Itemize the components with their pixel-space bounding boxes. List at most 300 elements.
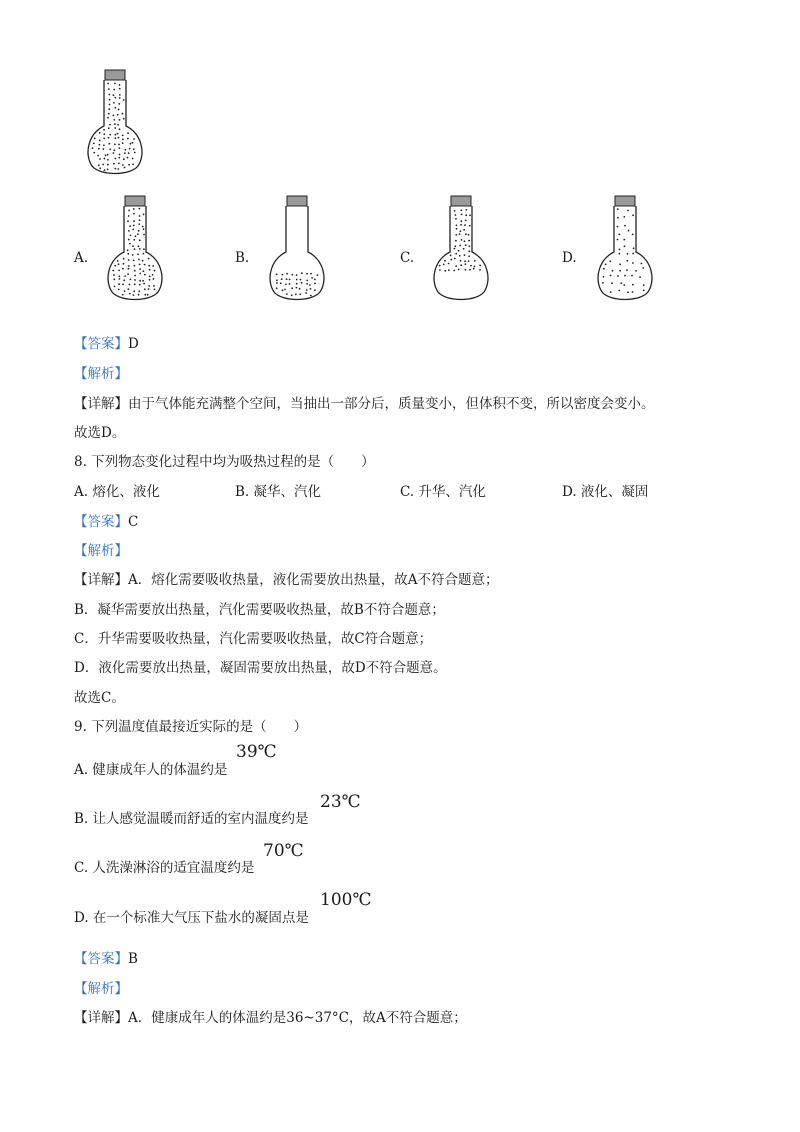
gas-particle-dot [143,214,145,216]
gas-particle-dot [93,152,95,154]
q8-detail-line-2: B．凝华需要放出热量，汽化需要吸收热量，故B不符合题意； [74,602,445,618]
gas-particle-dot [122,142,124,144]
gas-particle-dot [454,210,456,212]
gas-particle-dot [623,239,625,241]
gas-particle-dot [148,285,150,287]
gas-particle-dot [134,248,136,250]
gas-particle-dot [306,273,308,275]
q8-option-c: C. 升华、汽化 [400,484,486,500]
gas-particle-dot [118,275,120,277]
gas-particle-dot [296,287,298,289]
gas-particle-dot [448,269,450,271]
gas-particle-dot [133,148,135,150]
bracket-right: 】 [114,543,128,559]
gas-particle-dot [611,282,613,284]
gas-particle-dot [109,99,111,101]
option-text: A. 健康成年人的体温约是 [74,762,228,778]
gas-particle-dot [113,274,115,276]
gas-particle-dot [109,134,111,136]
gas-particle-dot [134,152,136,154]
gas-particle-dot [139,264,141,266]
gas-particle-dot [469,269,471,271]
gas-particle-dot [635,270,637,272]
q9-detail-line [74,1006,467,1026]
bracket-left: 【 [74,951,88,967]
gas-particle-dot [119,97,121,99]
detail-tag: 详解 [87,572,115,588]
gas-particle-dot [127,132,129,134]
gas-particle-dot [154,270,156,272]
gas-particle-dot [123,99,125,101]
gas-particle-dot [123,258,125,260]
gas-particle-dot [642,267,644,269]
gas-particle-dot [468,245,470,247]
gas-particle-dot [132,158,134,160]
gas-particle-dot [119,278,121,280]
gas-particle-dot [119,84,121,86]
gas-particle-dot [132,142,134,144]
gas-particle-dot [109,124,111,126]
gas-particle-dot [286,293,288,295]
q9-answer-line [74,947,138,967]
gas-particle-dot [128,259,130,261]
q8-answer-line [74,510,138,530]
gas-particle-dot [306,283,308,285]
gas-particle-dot [314,289,316,291]
bracket-left: 【 [74,514,88,530]
gas-particle-dot [469,225,471,227]
gas-particle-dot [280,282,282,284]
gas-particle-dot [306,289,308,291]
q7-detail-line [74,392,655,412]
gas-particle-dot [139,208,141,210]
gas-particle-dot [465,233,467,235]
gas-particle-dot [632,214,634,216]
gas-particle-dot [138,223,140,225]
gas-particle-dot [144,264,146,266]
gas-particle-dot [296,279,298,281]
gas-particle-dot [133,220,135,222]
gas-particle-dot [465,269,467,271]
gas-particle-dot [117,124,119,126]
option-d-flask-figure [590,192,662,304]
gas-particle-dot [109,148,111,150]
gas-particle-dot [123,263,125,265]
gas-particle-dot [142,280,144,282]
gas-particle-dot [612,270,614,272]
gas-particle-dot [108,137,110,139]
option-a-label: A. [74,250,89,266]
gas-particle-dot [458,250,460,252]
gas-particle-dot [133,225,135,227]
gas-particle-dot [103,133,105,135]
gas-particle-dot [139,273,141,275]
gas-particle-dot [641,263,643,265]
gas-particle-dot [314,279,316,281]
gas-particle-dot [292,274,294,276]
gas-particle-dot [148,288,150,290]
gas-particle-dot [138,290,140,292]
gas-particle-dot [631,275,633,277]
gas-particle-dot [453,270,455,272]
gas-particle-dot [113,115,115,117]
gas-particle-dot [454,245,456,247]
gas-particle-dot [291,287,293,289]
gas-particle-dot [108,127,110,129]
gas-particle-dot [626,269,628,271]
q9-stem: 9. 下列温度值最接近实际的是（ ） [74,719,308,735]
gas-particle-dot [639,276,641,278]
gas-particle-dot [147,294,149,296]
gas-particle-dot [99,167,101,169]
gas-particle-dot [285,284,287,286]
gas-particle-dot [129,243,131,245]
gas-particle-dot [114,83,116,85]
gas-particle-dot [113,94,115,96]
gas-particle-dot [102,164,104,166]
gas-particle-dot [643,290,645,292]
gas-particle-dot [460,264,462,266]
q8-option-d: D. 液化、凝固 [562,484,649,500]
gas-particle-dot [127,273,129,275]
gas-particle-dot [300,279,302,281]
gas-particle-dot [628,230,630,232]
gas-particle-dot [117,260,119,262]
gas-particle-dot [114,286,116,288]
answer-tag: 答案 [87,336,115,352]
gas-particle-dot [128,239,130,241]
option-d-label: D. [562,250,577,266]
q9-option-b-value: 23℃ [320,792,361,812]
gas-particle-dot [113,89,115,91]
gas-particle-dot [123,158,125,160]
gas-particle-dot [122,135,124,137]
gas-particle-dot [282,274,284,276]
gas-particle-dot [311,277,313,279]
bracket-left: 【 [74,572,88,588]
gas-particle-dot [122,283,124,285]
analysis-tag: 解析 [87,543,115,559]
bracket-left: 【 [74,366,88,382]
bracket-right: 】 [114,366,128,382]
gas-particle-dot [468,234,470,236]
gas-particle-dot [128,268,130,270]
bracket-right: 】 [114,981,128,997]
gas-particle-dot [113,149,115,151]
gas-particle-dot [448,263,450,265]
gas-particle-dot [138,259,140,261]
gas-particle-dot [439,269,441,271]
gas-particle-dot [144,274,146,276]
gas-particle-dot [460,224,462,226]
gas-particle-dot [122,164,124,166]
gas-particle-dot [127,249,129,251]
option-b-flask-figure [262,192,334,304]
gas-particle-dot [617,208,619,210]
gas-particle-dot [133,260,135,262]
detail-tag: 详解 [87,396,115,412]
gas-particle-dot [454,258,456,260]
gas-particle-dot [617,217,619,219]
gas-particle-dot [276,287,278,289]
gas-particle-dot [289,279,291,281]
gas-particle-dot [470,265,472,267]
gas-particle-dot [149,276,151,278]
gas-particle-dot [117,133,119,135]
gas-particle-dot [108,108,110,110]
q9-option-a-value: 39℃ [236,742,277,762]
gas-particle-dot [133,294,135,296]
gas-particle-dot [114,265,116,267]
gas-particle-dot [305,292,307,294]
gas-particle-dot [632,284,634,286]
q9-option-d [74,906,309,926]
gas-particle-dot [114,168,116,170]
q9-option-b [74,807,309,827]
gas-particle-dot [132,245,134,247]
gas-particle-dot [138,230,140,232]
gas-particle-dot [609,260,611,262]
gas-particle-dot [617,239,619,241]
gas-particle-dot [459,245,461,247]
gas-particle-dot [468,255,470,257]
gas-particle-dot [107,159,109,161]
q8-option-a: A. 熔化、液化 [74,484,160,500]
gas-particle-dot [134,275,136,277]
gas-particle-dot [129,293,131,295]
gas-particle-dot [455,253,457,255]
gas-particle-dot [122,294,124,296]
gas-particle-dot [114,97,116,99]
gas-particle-dot [128,265,130,267]
q9-option-a [74,758,227,778]
option-text: D. 在一个标准大气压下盐水的凝固点是 [74,910,309,926]
gas-particle-dot [142,260,144,262]
bracket-right: 】 [114,514,128,530]
gas-particle-dot [139,239,141,241]
gas-particle-dot [133,213,135,215]
gas-particle-dot [132,163,134,165]
gas-particle-dot [455,240,457,242]
gas-particle-dot [109,104,111,106]
q9-option-c-value: 70℃ [263,841,304,861]
gas-particle-dot [118,283,120,285]
gas-particle-dot [619,253,621,255]
gas-particle-dot [455,218,457,220]
q8-detail-line-3: C．升华需要吸收热量，汽化需要吸收热量，故C符合题意； [74,631,433,647]
gas-particle-dot [103,129,105,131]
q8-analysis-line [74,539,128,559]
gas-particle-dot [128,152,130,154]
gas-particle-dot [99,158,101,160]
gas-particle-dot [633,247,635,249]
gas-particle-dot [632,253,634,255]
gas-particle-dot [99,144,101,146]
gas-particle-dot [143,253,145,255]
detail-text: A．熔化需要吸收热量，液化需要放出热量，故A不符合题意； [128,572,499,588]
gas-particle-dot [114,144,116,146]
gas-particle-dot [479,265,481,267]
answer-value: C [128,514,139,530]
q7-analysis-line [74,362,128,382]
gas-particle-dot [610,291,612,293]
gas-particle-dot [444,270,446,272]
gas-particle-dot [129,284,131,286]
gas-particle-dot [464,260,466,262]
gas-particle-dot [133,239,135,241]
gas-particle-dot [98,164,100,166]
gas-particle-dot [129,148,131,150]
analysis-tag: 解析 [87,981,115,997]
gas-particle-dot [118,289,120,291]
gas-particle-dot [113,119,115,121]
gas-particle-dot [474,266,476,268]
gas-particle-dot [310,295,312,297]
gas-particle-dot [112,270,114,272]
gas-particle-dot [94,138,96,140]
gas-particle-dot [306,280,308,282]
gas-particle-dot [286,278,288,280]
gas-particle-dot [148,265,150,267]
option-text: B. 让人感觉温暖而舒适的室内温度约是 [74,811,309,827]
gas-particle-dot [103,144,105,146]
gas-particle-dot [299,288,301,290]
gas-particle-dot [127,157,129,159]
answer-tag: 答案 [87,514,115,530]
gas-particle-dot [125,149,127,151]
answer-value: B [128,951,138,967]
gas-particle-dot [454,248,456,250]
gas-particle-dot [617,226,619,228]
gas-particle-dot [127,138,129,140]
gas-particle-dot [109,143,111,145]
gas-particle-dot [127,288,129,290]
gas-particle-dot [624,275,626,277]
gas-particle-dot [149,279,151,281]
bracket-right: 】 [114,396,128,412]
gas-particle-dot [479,269,481,271]
gas-particle-dot [460,210,462,212]
gas-particle-dot [153,278,155,280]
gas-particle-dot [119,88,121,90]
gas-particle-dot [632,234,634,236]
option-c-flask-figure [426,192,498,304]
gas-particle-dot [108,94,110,96]
gas-particle-dot [107,83,109,85]
q9-option-d-value: 100℃ [320,890,372,910]
gas-particle-dot [138,245,140,247]
gas-particle-dot [643,284,645,286]
gas-particle-dot [439,265,441,267]
gas-particle-dot [102,148,104,150]
gas-particle-dot [464,240,466,242]
q9-option-c [74,856,254,876]
gas-particle-dot [103,138,105,140]
gas-particle-dot [114,137,116,139]
gas-particle-dot [465,220,467,222]
q7-conclusion: 故选D。 [74,425,126,441]
gas-particle-dot [134,283,136,285]
gas-particle-dot [119,147,121,149]
gas-particle-dot [450,255,452,257]
gas-particle-dot [289,283,291,285]
gas-particle-dot [463,248,465,250]
gas-particle-dot [466,209,468,211]
detail-text: A．健康成年人的体温约是36~37°C，故A不符合题意； [128,1010,467,1026]
gas-particle-dot [127,253,129,255]
gas-particle-dot [464,224,466,226]
gas-particle-dot [97,155,99,157]
gas-particle-dot [119,128,121,130]
gas-particle-dot [93,143,95,145]
gas-particle-dot [465,244,467,246]
q8-detail-line-4: D．液化需要放出热量，凝固需要放出热量，故D不符合题意。 [74,660,447,676]
bracket-left: 【 [74,396,88,412]
gas-particle-dot [122,139,124,141]
gas-particle-dot [464,254,466,256]
gas-particle-dot [104,158,106,160]
gas-particle-dot [104,169,106,171]
gas-particle-dot [458,269,460,271]
gas-particle-dot [128,210,130,212]
gas-particle-dot [142,226,144,228]
gas-particle-dot [130,143,132,145]
gas-particle-dot [108,88,110,90]
original-flask-figure [80,66,152,178]
gas-particle-dot [286,273,288,275]
gas-particle-dot [282,289,284,291]
gas-particle-dot [619,249,621,251]
gas-particle-dot [469,214,471,216]
option-c-label: C. [400,250,415,266]
gas-particle-dot [618,290,620,292]
gas-particle-dot [623,216,625,218]
bracket-right: 】 [114,572,128,588]
gas-particle-dot [139,219,141,221]
gas-particle-dot [291,294,293,296]
gas-particle-dot [115,134,117,136]
gas-particle-dot [152,274,154,276]
gas-particle-dot [461,239,463,241]
bracket-right: 】 [114,951,128,967]
gas-particle-dot [619,263,621,265]
detail-tag: 详解 [87,1010,115,1026]
gas-particle-dot [108,113,110,115]
gas-particle-dot [314,283,316,285]
gas-particle-dot [153,285,155,287]
gas-particle-dot [455,214,457,216]
gas-particle-dot [139,280,141,282]
gas-particle-dot [137,253,139,255]
gas-particle-dot [473,268,475,270]
gas-particle-dot [610,275,612,277]
gas-particle-dot [296,274,298,276]
gas-particle-dot [284,289,286,291]
gas-particle-dot [465,214,467,216]
gas-particle-dot [127,220,129,222]
gas-particle-dot [123,279,125,281]
gas-particle-dot [463,229,465,231]
gas-particle-dot [627,291,629,293]
gas-particle-dot [134,265,136,267]
gas-particle-dot [113,163,115,165]
q8-stem: 8. 下列物态变化过程中均为吸热过程的是（ ） [74,454,375,470]
gas-particle-dot [114,107,116,109]
gas-particle-dot [130,235,132,237]
gas-particle-dot [128,230,130,232]
gas-particle-dot [309,284,311,286]
gas-particle-dot [450,259,452,261]
